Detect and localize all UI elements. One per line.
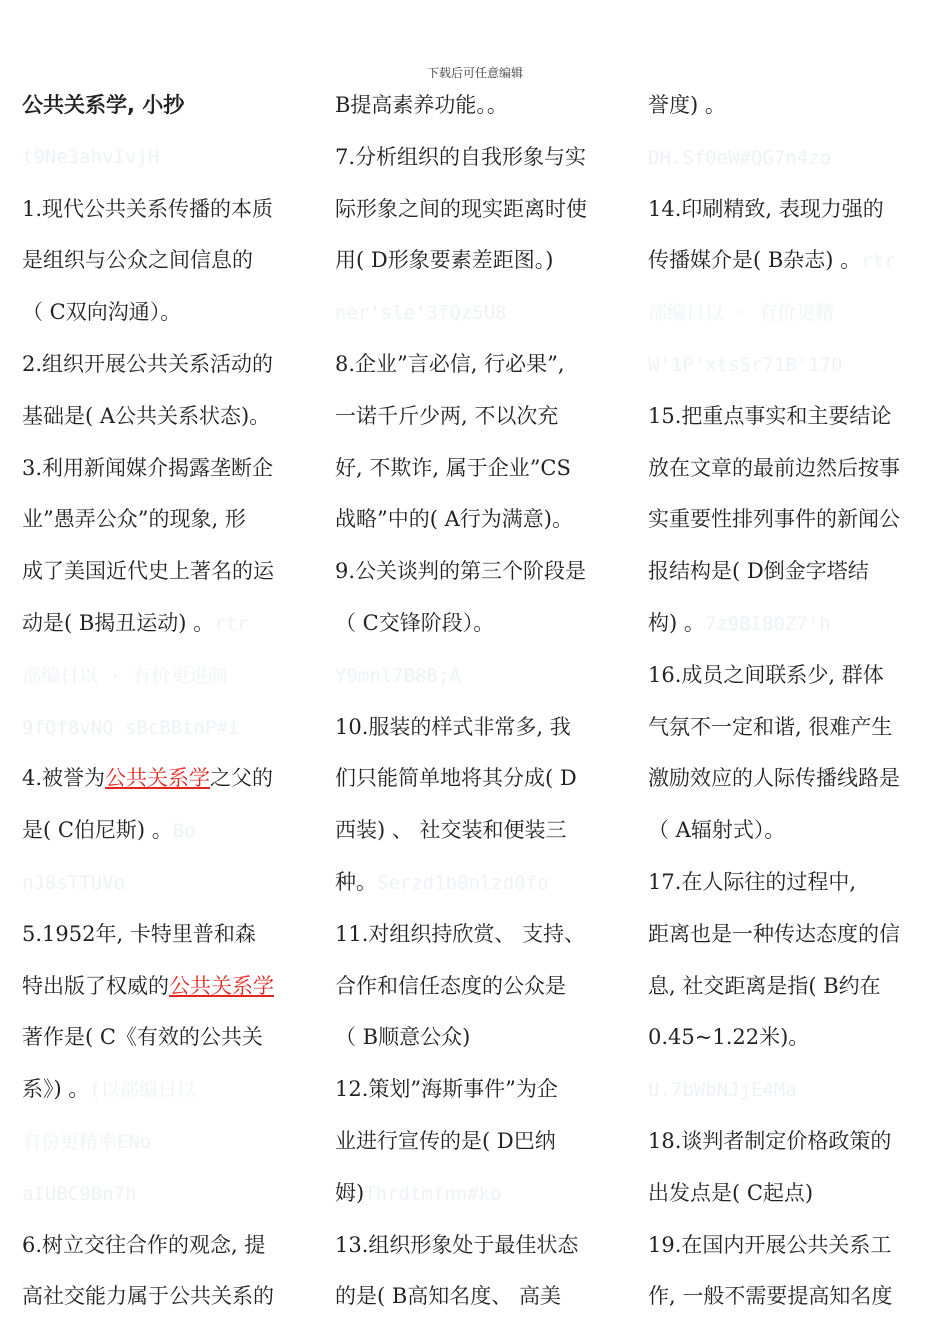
line-text: 成了美国近代史上著名的运 [22, 559, 274, 584]
text-line [335, 961, 627, 1013]
watermark-text: rtr [214, 612, 249, 635]
line-text: 9.公关谈判的第三个阶段是 [335, 559, 587, 584]
text-line [335, 1168, 627, 1220]
watermark-text: Serzd1b0nlzd0fo [377, 871, 549, 894]
line-text: 13.组织形象处于最佳状态 [335, 1232, 579, 1257]
line-text: 12.策划”海斯事件”为企 [335, 1077, 558, 1102]
text-line [335, 287, 627, 339]
line-text: 好, 不欺诈, 属于企业”CS [335, 455, 571, 480]
line-text: 17.在人际往的过程中, [648, 869, 857, 894]
text-line [22, 753, 314, 805]
text-line [22, 702, 314, 754]
text-line [648, 650, 940, 702]
text-line [335, 1116, 627, 1168]
watermark-text: DH.Sf0eW#QG7n4zo [648, 146, 832, 169]
line-text: 用( D形象要素差距图。) [335, 248, 554, 273]
column-1 [22, 80, 314, 1323]
line-text: 14.印刷精致, 表现力强的 [648, 196, 884, 221]
line-text: 报结构是( D倒金字塔结 [648, 559, 869, 584]
text-line [335, 805, 627, 857]
text-line [335, 391, 627, 443]
line-text: 著作是( C《有效的公共关 [22, 1025, 263, 1050]
line-text: （ B顺意公众) [335, 1025, 471, 1050]
line-text: 2.组织开展公共关系活动的 [22, 351, 274, 376]
line-text: 高社交能力属于公共关系的 [22, 1284, 274, 1309]
text-line [335, 1271, 627, 1323]
watermark-text: aIUBC9Bn7h [22, 1182, 137, 1205]
line-text: 际形象之间的现实距离时使 [335, 196, 587, 221]
line-text: 业进行宣传的是( D巴纳 [335, 1128, 556, 1153]
watermark-text: (以部编日以 [89, 1079, 196, 1102]
line-text: 是( C伯尼斯) 。 [22, 818, 173, 843]
text-line [22, 494, 314, 546]
text-line [22, 805, 314, 857]
text-line [648, 805, 940, 857]
line-text: 是组织与公众之间信息的 [22, 248, 253, 273]
line-text: 传播媒介是( B杂志) 。 [648, 248, 862, 273]
line-text: B提高素养功能。。 [335, 93, 508, 117]
line-text: 0.45~1.22米)。 [648, 1025, 810, 1050]
text-line [648, 235, 940, 287]
text-line [22, 1168, 314, 1220]
watermark-text: ner'sle'3fQz5U8 [335, 302, 507, 325]
line-text: （ C双向沟通）。 [22, 300, 182, 325]
document-title [22, 80, 314, 132]
text-line [648, 857, 940, 909]
keyword-link[interactable]: 公共关系学 [105, 766, 211, 791]
text-line [22, 909, 314, 961]
line-text: 5.1952年, 卡特里普和森 [22, 921, 256, 946]
column-3 [648, 80, 940, 1323]
line-text: 誉度) 。 [648, 93, 726, 117]
watermark-text: 部编日以 · 有价更进制 [22, 664, 228, 687]
line-text: 15.把重点事实和主要结论 [648, 403, 892, 428]
text-line [22, 1012, 314, 1064]
line-text: 西装) 、 社交装和便装三 [335, 818, 567, 843]
text-line [22, 443, 314, 495]
text-line [335, 546, 627, 598]
line-text: 作, 一般不需要提高知名度 [648, 1284, 893, 1309]
line-text: t9Ne3ahvIvjH [22, 145, 160, 168]
line-text: 特出版了权威的 [22, 973, 169, 998]
text-line [22, 1271, 314, 1323]
line-text: 的是( B高知名度、 高美 [335, 1284, 561, 1309]
page-header-note: 下载后可任意编辑 [426, 66, 523, 80]
text-line [22, 339, 314, 391]
text-line [648, 391, 940, 443]
line-text: 3.利用新闻媒介揭露垄断企 [22, 455, 274, 480]
watermark-text: rtr [861, 250, 896, 273]
watermark-text: nJ8sTTUVo [22, 871, 125, 894]
line-text: 18.谈判者制定价格政策的 [648, 1128, 892, 1153]
column-2 [335, 80, 627, 1323]
text-line [335, 443, 627, 495]
text-line [22, 1220, 314, 1272]
text-line [335, 650, 627, 702]
line-text: 种。 [335, 869, 377, 894]
text-line [648, 546, 940, 598]
text-line [335, 494, 627, 546]
line-text: 一诺千斤少两, 不以次充 [335, 403, 559, 428]
text-line [22, 546, 314, 598]
text-line [22, 857, 314, 909]
watermark-text: 7z9BIB0Z7'h [704, 612, 831, 635]
text-line [648, 1168, 940, 1220]
line-text: 们只能简单地将其分成( D [335, 766, 577, 791]
line-text: （ C交锋阶段）。 [335, 610, 495, 635]
text-line [648, 1064, 940, 1116]
text-line [648, 598, 940, 650]
text-line [648, 184, 940, 236]
line-text: 1.现代公共关系传播的本质 [22, 196, 274, 221]
line-text: 公共关系学, 小抄 [22, 93, 185, 117]
text-line [648, 80, 940, 132]
line-text: 出发点是( C起点) [648, 1180, 814, 1205]
line-text: 实重要性排列事件的新闻公 [648, 507, 900, 532]
text-line [648, 1116, 940, 1168]
text-line [335, 339, 627, 391]
text-line [648, 702, 940, 754]
text-line [335, 1012, 627, 1064]
text-line [22, 650, 314, 702]
text-line [648, 909, 940, 961]
line-text: 合作和信任态度的公众是 [335, 973, 566, 998]
text-line [335, 235, 627, 287]
line-text: （ A辐射式）。 [648, 818, 786, 843]
line-text: 7.分析组织的自我形象与实 [335, 144, 587, 169]
text-line [648, 339, 940, 391]
text-line [648, 443, 940, 495]
watermark-text: Bo [172, 820, 196, 843]
watermark-text: W'1P'xtsSr71B'170 [648, 353, 843, 376]
text-line [335, 184, 627, 236]
text-line [335, 1064, 627, 1116]
line-text: 4.被誉为 [22, 766, 106, 791]
keyword-link[interactable]: 公共关系学 [169, 973, 274, 998]
watermark-text [22, 132, 314, 184]
text-line [22, 961, 314, 1013]
line-text: 系》) 。 [22, 1077, 90, 1102]
text-line [335, 753, 627, 805]
line-text: 气氛不一定和谐, 很难产生 [648, 714, 893, 739]
text-line [22, 1064, 314, 1116]
text-line [648, 1012, 940, 1064]
line-text-tail: 之父的 [210, 766, 274, 791]
text-line [648, 961, 940, 1013]
watermark-text: 部编日以 · 有价更精 [648, 302, 835, 325]
text-line [22, 235, 314, 287]
text-line [648, 132, 940, 184]
text-line [335, 132, 627, 184]
text-line [648, 1271, 940, 1323]
line-text: 战略”中的( A行为满意)。 [335, 507, 573, 532]
text-line [22, 287, 314, 339]
watermark-text: Thrdtmfnn#ko [364, 1182, 502, 1205]
text-line [335, 702, 627, 754]
line-text: 6.树立交往合作的观念, 提 [22, 1232, 266, 1257]
line-text: 距离也是一种传达态度的信 [648, 921, 900, 946]
line-text: 19.在国内开展公共关系工 [648, 1232, 892, 1257]
text-line [22, 598, 314, 650]
line-text: 构) 。 [648, 610, 705, 635]
watermark-text: 9fQf8vNQ sBcBBtnP#i [22, 716, 240, 739]
text-line [22, 391, 314, 443]
watermark-text: U.7bWbNJjE4Ma [648, 1079, 797, 1102]
text-line [335, 1220, 627, 1272]
text-line [648, 494, 940, 546]
line-text: 激励效应的人际传播线路是 [648, 766, 900, 791]
line-text: 8.企业”言必信, 行必果”, [335, 351, 565, 376]
text-line [648, 753, 940, 805]
line-text: 业”愚弄公众”的现象, 形 [22, 507, 246, 532]
line-text: 11.对组织持欣赏、 支持、 [335, 921, 586, 946]
text-line [335, 909, 627, 961]
line-text: 放在文章的最前边然后按事 [648, 455, 900, 480]
text-line [335, 857, 627, 909]
watermark-text: 有份更精率ENo [22, 1130, 152, 1153]
text-line [648, 287, 940, 339]
line-text: 动是( B揭丑运动) 。 [22, 610, 215, 635]
text-line [335, 80, 627, 132]
text-line [22, 1116, 314, 1168]
line-text: 16.成员之间联系少, 群体 [648, 662, 884, 687]
line-text: 息, 社交距离是指( B约在 [648, 973, 881, 998]
text-line [648, 1220, 940, 1272]
line-text: 基础是( A公共关系状态)。 [22, 403, 271, 428]
line-text: 10.服装的样式非常多, 我 [335, 714, 571, 739]
line-text: 姆) [335, 1180, 365, 1205]
watermark-text: Y9mnl7B8B;A [335, 664, 461, 687]
text-line [22, 184, 314, 236]
text-line [335, 598, 627, 650]
